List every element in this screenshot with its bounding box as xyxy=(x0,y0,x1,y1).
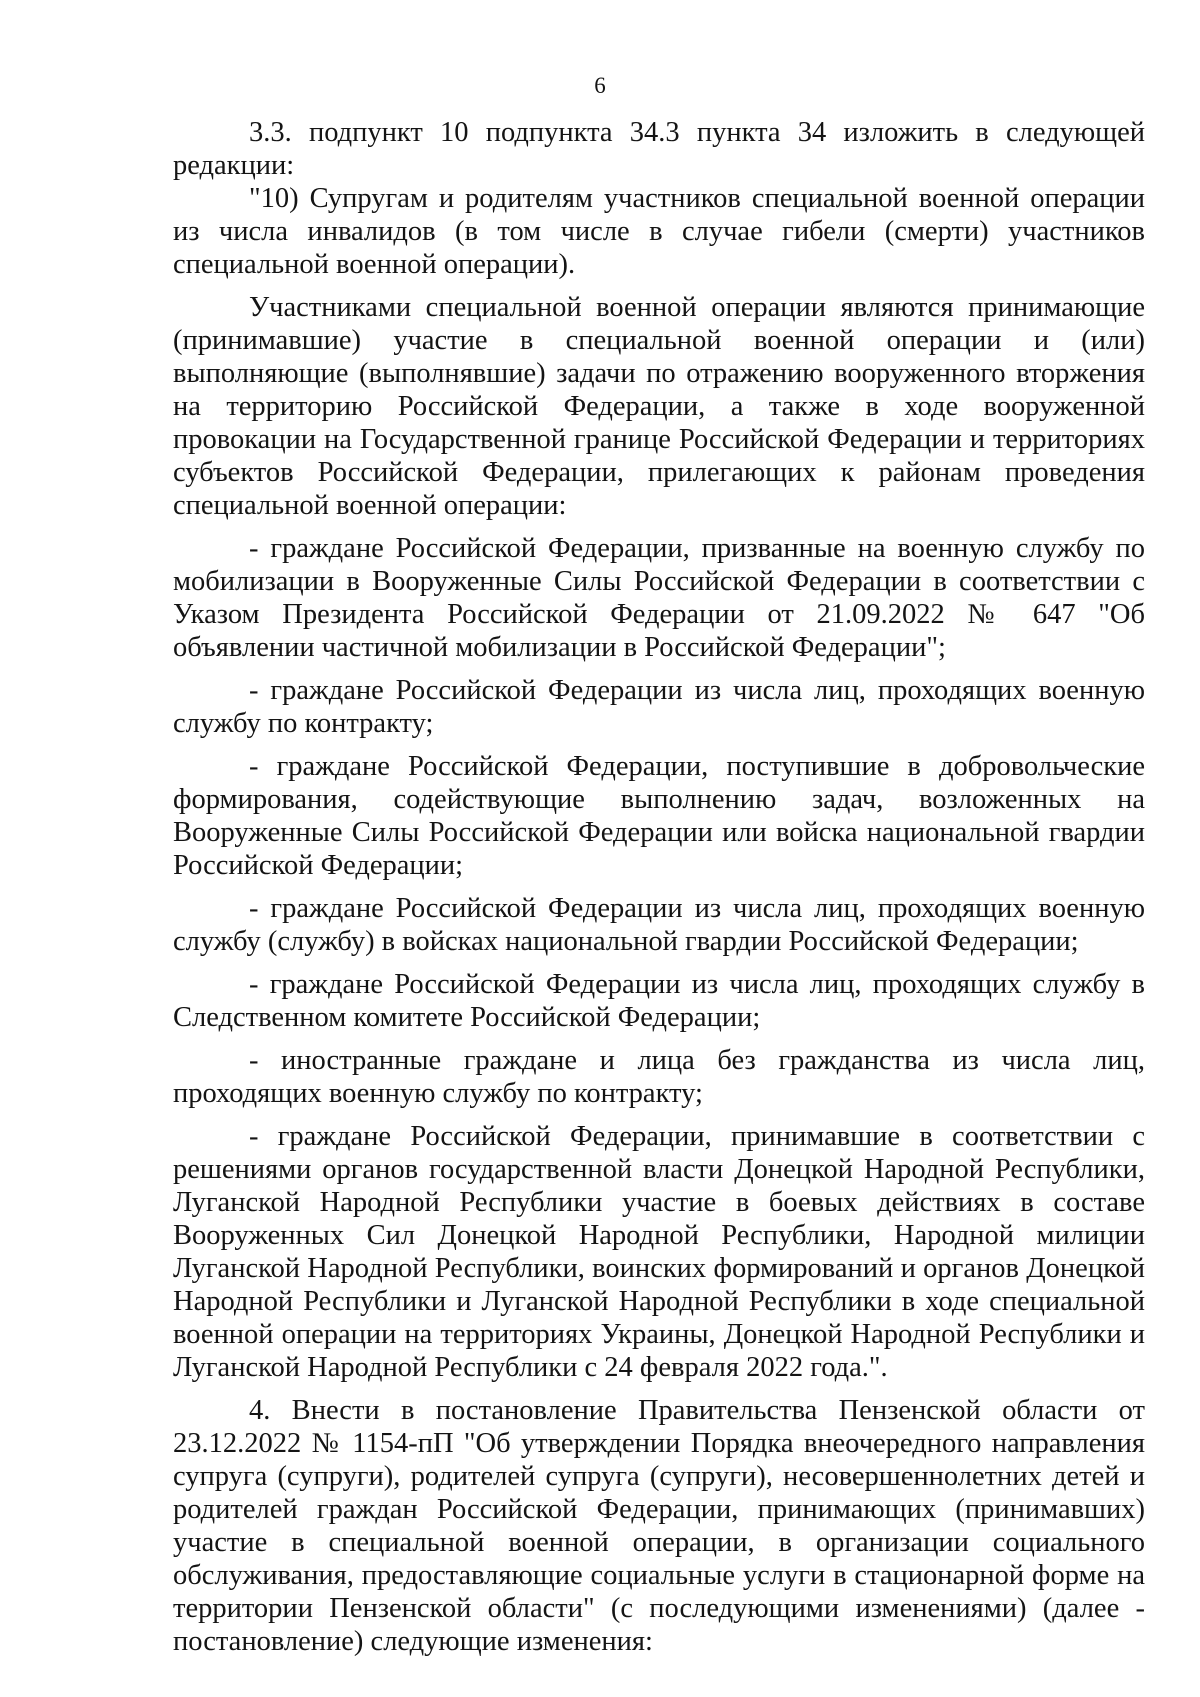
page-number: 6 xyxy=(594,73,606,98)
list-item-investigative-committee: - граждане Российской Федерации из числа лиц, проходящих службу в Следственном комитете Российской Федерации; xyxy=(173,969,1145,1033)
list-item-foreign-citizens: - иностранные граждане и лица без гражданства из числа лиц, проходящих военную службу по контракту; xyxy=(173,1045,1145,1109)
list-item-national-guard: - граждане Российской Федерации из числа лиц, проходящих военную службу (службу) в войсках национальной гвардии Российской Федерации; xyxy=(173,893,1145,957)
paragraph-item-10: "10) Супругам и родителям участников специальной военной операции из числа инвалидов (в том числе в случае гибели (смерти) участников специальной военной операции). xyxy=(173,183,1145,280)
list-item-volunteer-formations: - граждане Российской Федерации, поступившие в добровольческие формирования, содействующие выполнению задач, возложенных на Вооруженные Силы Российской Федерации или войска национальной гвардии Российской Федерации; xyxy=(173,751,1145,881)
document-body xyxy=(173,116,1145,1658)
list-item-dpr-lpr-participants: - граждане Российской Федерации, принимавшие в соответствии с решениями органов государственной власти Донецкой Народной Республики, Луганской Народной Республики участие в боевых действиях в составе Вооруженных Сил Донецкой Народной Республики, Народной милиции Луганской Народной Республики, воинских формирований и органов Донецкой Народной Республики и Луганской Народной Республики в ходе специальной военной операции на территориях Украины, Донецкой Народной Республики и Луганской Народной Республики с 24 февраля 2022 года.". xyxy=(173,1121,1145,1383)
paragraph-3-3: 3.3. подпункт 10 подпункта 34.3 пункта 34 изложить в следующей редакции: xyxy=(173,117,1145,181)
paragraph-participants-definition: Участниками специальной военной операции являются принимающие (принимавшие) участие в специальной военной операции и (или) выполняющие (выполнявшие) задачи по отражению вооруженного вторжения на территорию Российской Федерации, а также в ходе вооруженной провокации на Государственной границе Российской Федерации и территориях субъектов Российской Федерации, прилегающих к районам проведения специальной военной операции: xyxy=(173,292,1145,521)
paragraph-4-amendments: 4. Внести в постановление Правительства Пензенской области от 23.12.2022 № 1154-пП "Об утверждении Порядка внеочередного направления супруга (супруги), родителей супруга (супруги), несовершеннолетних детей и родителей граждан Российской Федерации, принимающих (принимавших) участие в специальной военной операции, в организации социального обслуживания, предоставляющие социальные услуги в стационарной форме на территории Пензенской области" (с последующими изменениями) (далее - постановление) следующие изменения: xyxy=(173,1395,1145,1657)
list-item-contract-service: - граждане Российской Федерации из числа лиц, проходящих военную службу по контракту; xyxy=(173,675,1145,739)
list-item-mobilized-citizens: - граждане Российской Федерации, призванные на военную службу по мобилизации в Вооруженные Силы Российской Федерации в соответствии с Указом Президента Российской Федерации от 21.09.2022 № 647 "Об объявлении частичной мобилизации в Российской Федерации"; xyxy=(173,533,1145,663)
